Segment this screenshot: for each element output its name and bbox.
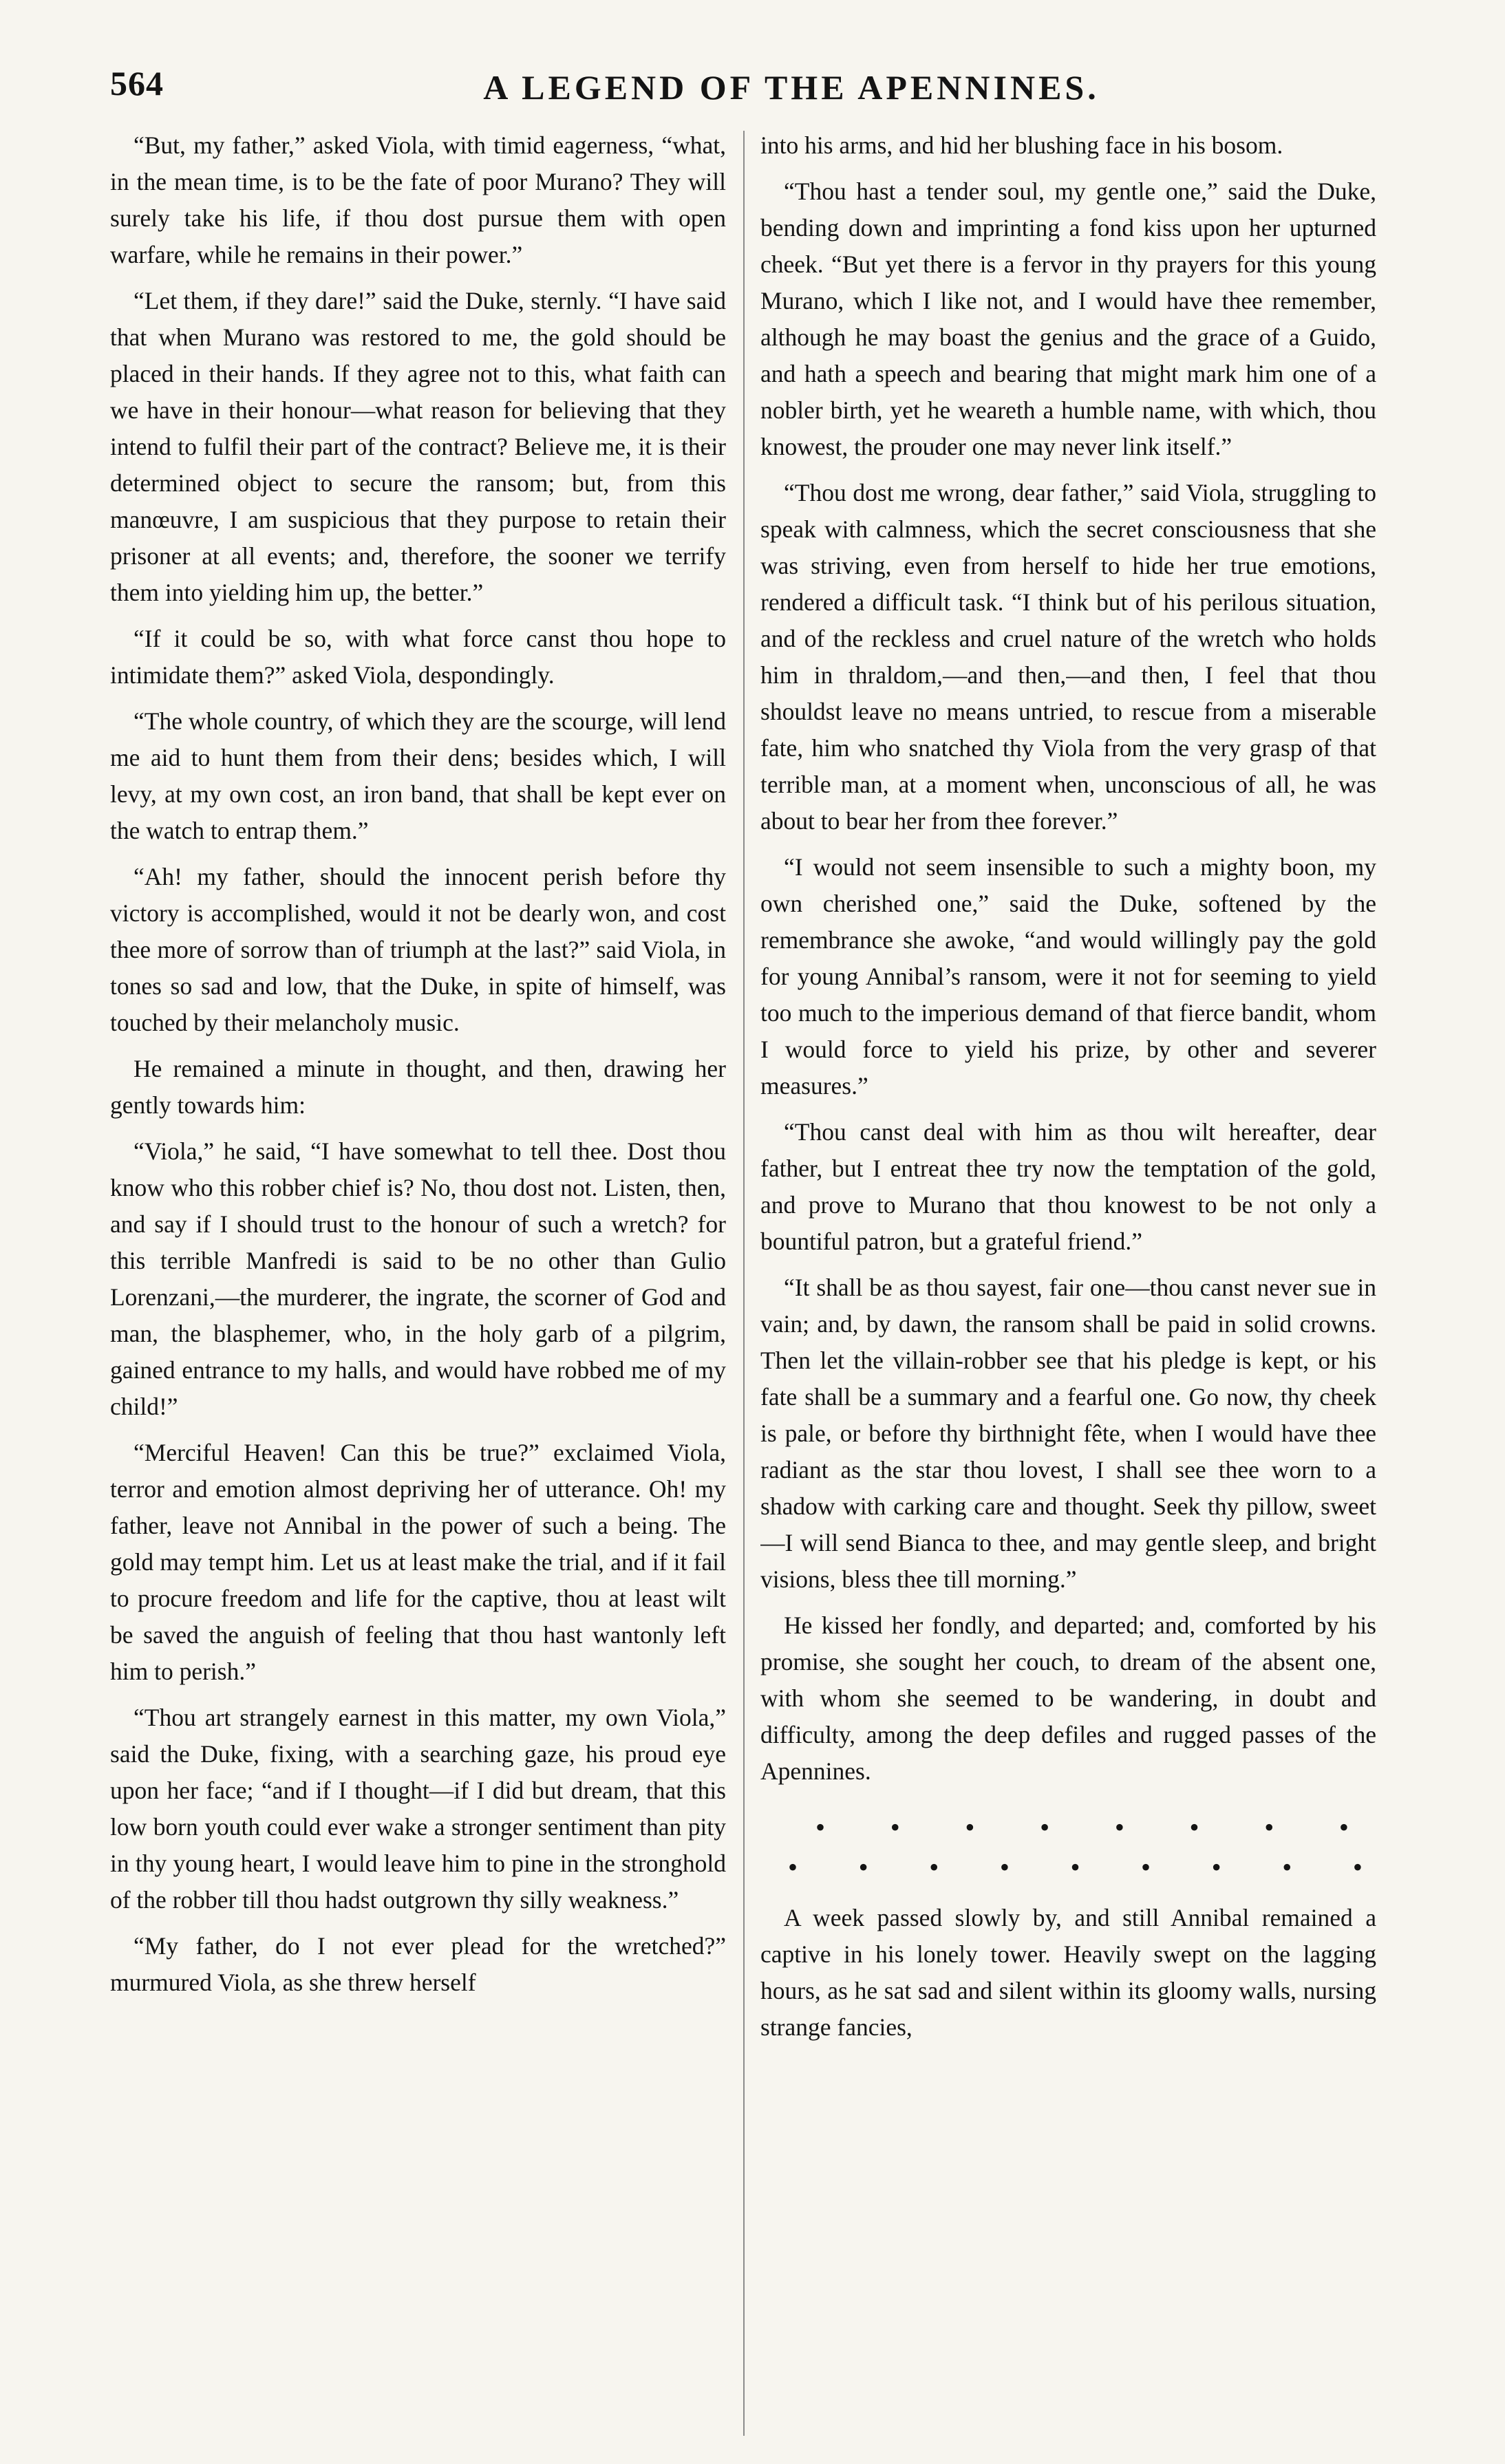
right-column — [760, 127, 1376, 2446]
paragraph: “Viola,” he said, “I have somewhat to tell thee. Dost thou know who this robber chief is? No, thou dost not. Listen, then, and say if I should trust to the honour of such a wretch? for this terrible Manfredi is said to be no other than Gulio Lorenzani,—the murderer, the ingrate, the scorner of God and man, the blasphemer, who, in the holy garb of a pilgrim, gained entrance to my halls, and would have robbed me of my child!” — [110, 1137, 726, 1420]
paragraph: “Ah! my father, should the innocent perish before thy victory is accomplished, would it not be dearly won, and cost thee more of sorrow than of triumph at the last?” said Viola, in tones so sad and low, that the Duke, in spite of himself, was touched by their melancholy music. — [110, 863, 726, 1036]
page-number: 564 — [110, 64, 164, 103]
paragraph: “I would not seem insensible to such a mighty boon, my own cherished one,” said the Duke, softened by the remembrance she awoke, “and would willingly pay the gold for young Annibal’s ransom, were it not for seeming to yield too much to the imperious demand of that fierce bandit, whom I would force to yield his prize, by other and severer measures.” — [760, 853, 1376, 1100]
section-break — [760, 1808, 1376, 1887]
paragraph: “The whole country, of which they are the scourge, will lend me aid to hunt them from their dens; besides which, I will levy, at my own cost, an iron band, that shall be kept ever on the watch to entrap them.” — [110, 707, 726, 844]
running-title: A LEGEND OF THE APENNINES. — [483, 68, 1100, 107]
dot-row: • • • • • • • • — [815, 1812, 1349, 1843]
paragraph: “Let them, if they dare!” said the Duke, sternly. “I have said that when Murano was restored to me, the gold should be placed in their hands. If they agree not to this, what faith can we have in their honour—what reason for believing that they intend to fulfil their part of the contract? Believe me, it is their determined object to secure the ransom; but, from this manœuvre, I am suspicious that they purpose to retain their prisoner at all events; and, therefore, the sooner we terrify them into yielding him up, the better.” — [110, 287, 726, 606]
paragraph: “Thou hast a tender soul, my gentle one,” said the Duke, bending down and imprinting a fond kiss upon her upturned cheek. “But yet there is a fervor in thy prayers for this young Murano, which I like not, and I would have thee remember, although he may boast the genius and the grace of a Guido, and hath a speech and bearing that might mark him one of a nobler birth, yet he weareth a humble name, with which, thou knowest, the prouder one may never link itself.” — [760, 178, 1376, 460]
paragraph: A week passed slowly by, and still Annibal remained a captive in his lonely tower. Heavily swept on the lagging hours, as he sat sad and silent within its gloomy walls, nursing strange fancies, — [760, 1904, 1376, 2041]
paragraph: “Thou dost me wrong, dear father,” said Viola, struggling to speak with calmness, which the secret consciousness that she was striving, even from herself to hide her true emotions, rendered a difficult task. “I think but of his perilous situation, and of the reckless and cruel nature of the wretch who holds him in thraldom,—and then,—and then, I feel that thou shouldst leave no means untried, to rescue from a miserable fate, him who snatched thy Viola from the very grasp of that terrible man, at a moment when, unconscious of all, he was about to bear her from thee forever.” — [760, 479, 1376, 835]
left-column — [110, 127, 726, 2446]
paragraph: He kissed her fondly, and departed; and, comforted by his promise, she sought her couch, to dream of the absent one, with whom she seemed to be wandering, in doubt and difficulty, among the deep defiles and rugged passes of the Apennines. — [760, 1611, 1376, 1785]
paragraph: He remained a minute in thought, and then, drawing her gently towards him: — [110, 1055, 726, 1119]
column-divider — [743, 131, 745, 2436]
paragraph: “It shall be as thou sayest, fair one—thou canst never sue in vain; and, by dawn, the ransom shall be paid in solid crowns. Then let the villain-robber see that his pledge is kept, or his fate shall be a summary and a fearful one. Go now, thy cheek is pale, or before thy birthnight fête, when I would have thee radiant as the star thou lovest, I shall see thee worn to a shadow with carking care and thought. Seek thy pillow, sweet—I will send Bianca to thee, and may gentle sleep, and bright visions, bless thee till morning.” — [760, 1274, 1376, 1593]
paragraph: “But, my father,” asked Viola, with timid eagerness, “what, in the mean time, is to be the fate of poor Murano? They will surely take his life, if thou dost pursue them with open warfare, while he remains in their power.” — [110, 131, 726, 268]
paragraph: “Thou art strangely earnest in this matter, my own Viola,” said the Duke, fixing, with a searching gaze, his proud eye upon her face; “and if I thought—if I did but dream, that this low born youth could ever wake a stronger sentiment than pity in thy young heart, I would leave him to pine in the stronghold of the robber till thou hadst outgrown thy silly weakness.” — [110, 1704, 726, 1914]
paragraph: “Thou canst deal with him as thou wilt hereafter, dear father, but I entreat thee try now the temptation of the gold, and prove to Murano that thou knowest to be not only a bountiful patron, but a grateful friend.” — [760, 1118, 1376, 1255]
paragraph: into his arms, and hid her blushing face in his bosom. — [760, 131, 1283, 159]
paragraph: “If it could be so, with what force canst thou hope to intimidate them?” asked Viola, despondingly. — [110, 625, 726, 689]
paragraph: “Merciful Heaven! Can this be true?” exclaimed Viola, terror and emotion almost depriving her of utterance. Oh! my father, leave not Annibal in the power of such a being. The gold may tempt him. Let us at least make the trial, and if it fail to procure freedom and life for the captive, thou at least wilt be saved the anguish of feeling that thou hast wantonly left him to perish.” — [110, 1439, 726, 1685]
paragraph: “My father, do I not ever plead for the wretched?” murmured Viola, as she threw herself — [110, 1932, 726, 1996]
dot-row: • • • • • • • • • — [788, 1852, 1363, 1883]
